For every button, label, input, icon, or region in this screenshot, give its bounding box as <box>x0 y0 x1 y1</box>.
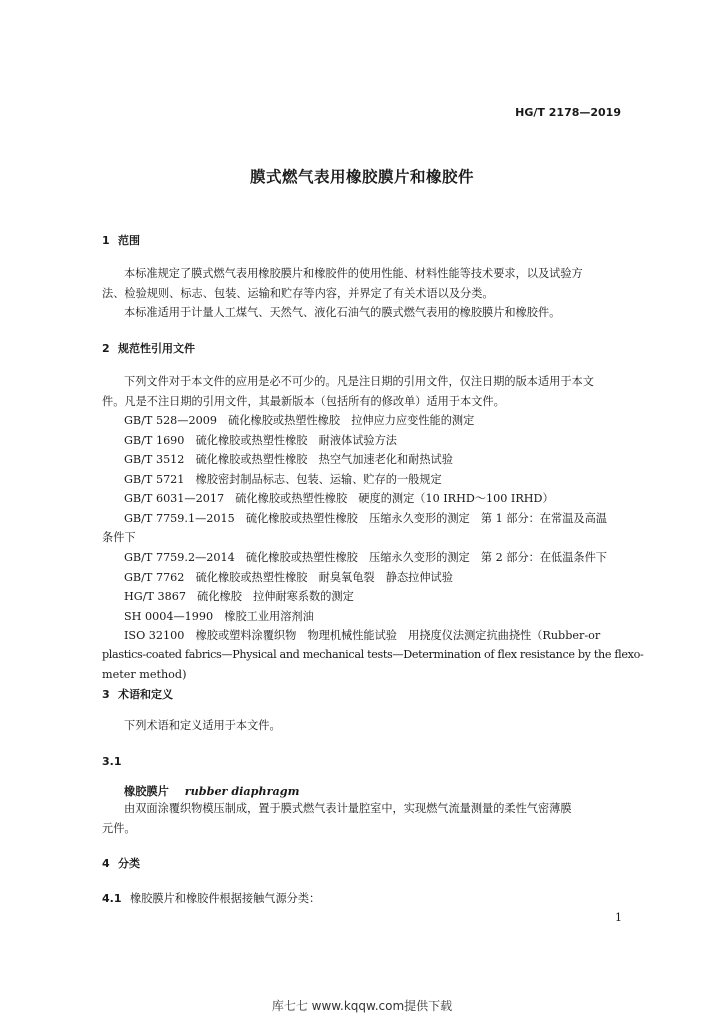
reference-item: GB/T 5721 橡胶密封制品标志、包装、运输、贮存的一般规定 <box>124 472 442 486</box>
paragraph-line: 下列术语和定义适用于本文件。 <box>124 719 281 732</box>
paragraph-line: 本标准适用于计量人工煤气、天然气、液化石油气的膜式燃气表用的橡胶膜片和橡胶件。 <box>124 306 561 319</box>
section-number: 1 <box>102 234 110 247</box>
section-4-heading <box>102 855 140 871</box>
section-number: 3 <box>102 688 110 701</box>
term-chinese: 橡胶膜片 <box>124 784 169 798</box>
reference-line: plastics-coated fabrics—Physical and mechanical tests—Determination of flex resistance by the flexo- <box>102 648 644 661</box>
paragraph-line: 法、检验规则、标志、包装、运输和贮存等内容，并界定了有关术语以及分类。 <box>102 286 494 300</box>
reference-list-2 <box>124 548 628 646</box>
term-title <box>124 783 299 799</box>
reference-line: meter method) <box>102 667 187 681</box>
section-title: 分类 <box>118 857 140 870</box>
page-number: 1 <box>615 911 622 924</box>
section-2-heading <box>102 340 195 356</box>
reference-item: GB/T 7759.1—2015 硫化橡胶或热塑性橡胶 压缩永久变形的测定 第 1 部分：在常温及高温 <box>124 511 607 525</box>
paragraph-line: 本标准规定了膜式燃气表用橡胶膜片和橡胶件的使用性能、材料性能等技术要求，以及试验方 <box>124 267 583 280</box>
section-title: 术语和定义 <box>118 688 173 701</box>
standard-code: HG/T 2178—2019 <box>515 106 621 119</box>
subsection-4-1 <box>102 890 320 906</box>
reference-item: ISO 32100 橡胶或塑料涂覆织物 物理机械性能试验 用挠度仪法测定抗曲挠性（Rubber-or <box>124 629 601 642</box>
reference-list <box>124 411 628 528</box>
reference-item: HG/T 3867 硫化橡胶 拉伸耐寒系数的测定 <box>124 590 354 603</box>
reference-item: GB/T 1690 硫化橡胶或热塑性橡胶 耐液体试验方法 <box>124 433 397 447</box>
section-title: 范围 <box>118 234 140 247</box>
reference-item: GB/T 3512 硫化橡胶或热塑性橡胶 热空气加速老化和耐热试验 <box>124 453 453 466</box>
section-3-intro <box>102 716 627 736</box>
paragraph-line: 由双面涂覆织物模压制成，置于膜式燃气表计量腔室中，实现燃气流量测量的柔性气密薄膜 <box>124 802 572 815</box>
section-1-heading <box>102 232 140 248</box>
reference-continuation <box>102 645 644 684</box>
section-1-body <box>102 264 627 323</box>
document-title: 膜式燃气表用橡胶膜片和橡胶件 <box>249 168 474 186</box>
subsection-number: 4.1 <box>102 892 122 905</box>
term-english: rubber diaphragm <box>184 784 300 798</box>
section-number: 4 <box>102 857 110 870</box>
subsection-3-1-number: 3.1 <box>102 755 122 768</box>
section-2-intro <box>102 372 627 411</box>
subsection-text: 橡胶膜片和橡胶件根据接触气源分类： <box>130 892 321 905</box>
term-definition <box>102 799 627 838</box>
paragraph-line: 下列文件对于本文件的应用是必不可少的。凡是注日期的引用文件，仅注日期的版本适用于本文 <box>124 375 594 388</box>
paragraph-line: 件。凡是不注日期的引用文件，其最新版本（包括所有的修改单）适用于本文件。 <box>102 394 505 408</box>
footer-watermark: 库七七 www.kqqw.com提供下载 <box>271 999 453 1013</box>
reference-item: GB/T 528—2009 硫化橡胶或热塑性橡胶 拉伸应力应变性能的测定 <box>124 414 475 427</box>
reference-item: GB/T 7759.2—2014 硫化橡胶或热塑性橡胶 压缩永久变形的测定 第 2 部分：在低温条件下 <box>124 551 607 564</box>
reference-continuation: 条件下 <box>102 531 136 544</box>
reference-item: SH 0004—1990 橡胶工业用溶剂油 <box>124 609 314 623</box>
section-3-heading <box>102 686 173 702</box>
section-number: 2 <box>102 342 110 355</box>
section-title: 规范性引用文件 <box>118 342 195 355</box>
reference-item: GB/T 7762 硫化橡胶或热塑性橡胶 耐臭氧龟裂 静态拉伸试验 <box>124 570 453 584</box>
reference-item: GB/T 6031—2017 硫化橡胶或热塑性橡胶 硬度的测定（10 IRHD～100 IRHD） <box>124 492 554 505</box>
paragraph-line: 元件。 <box>102 821 136 835</box>
